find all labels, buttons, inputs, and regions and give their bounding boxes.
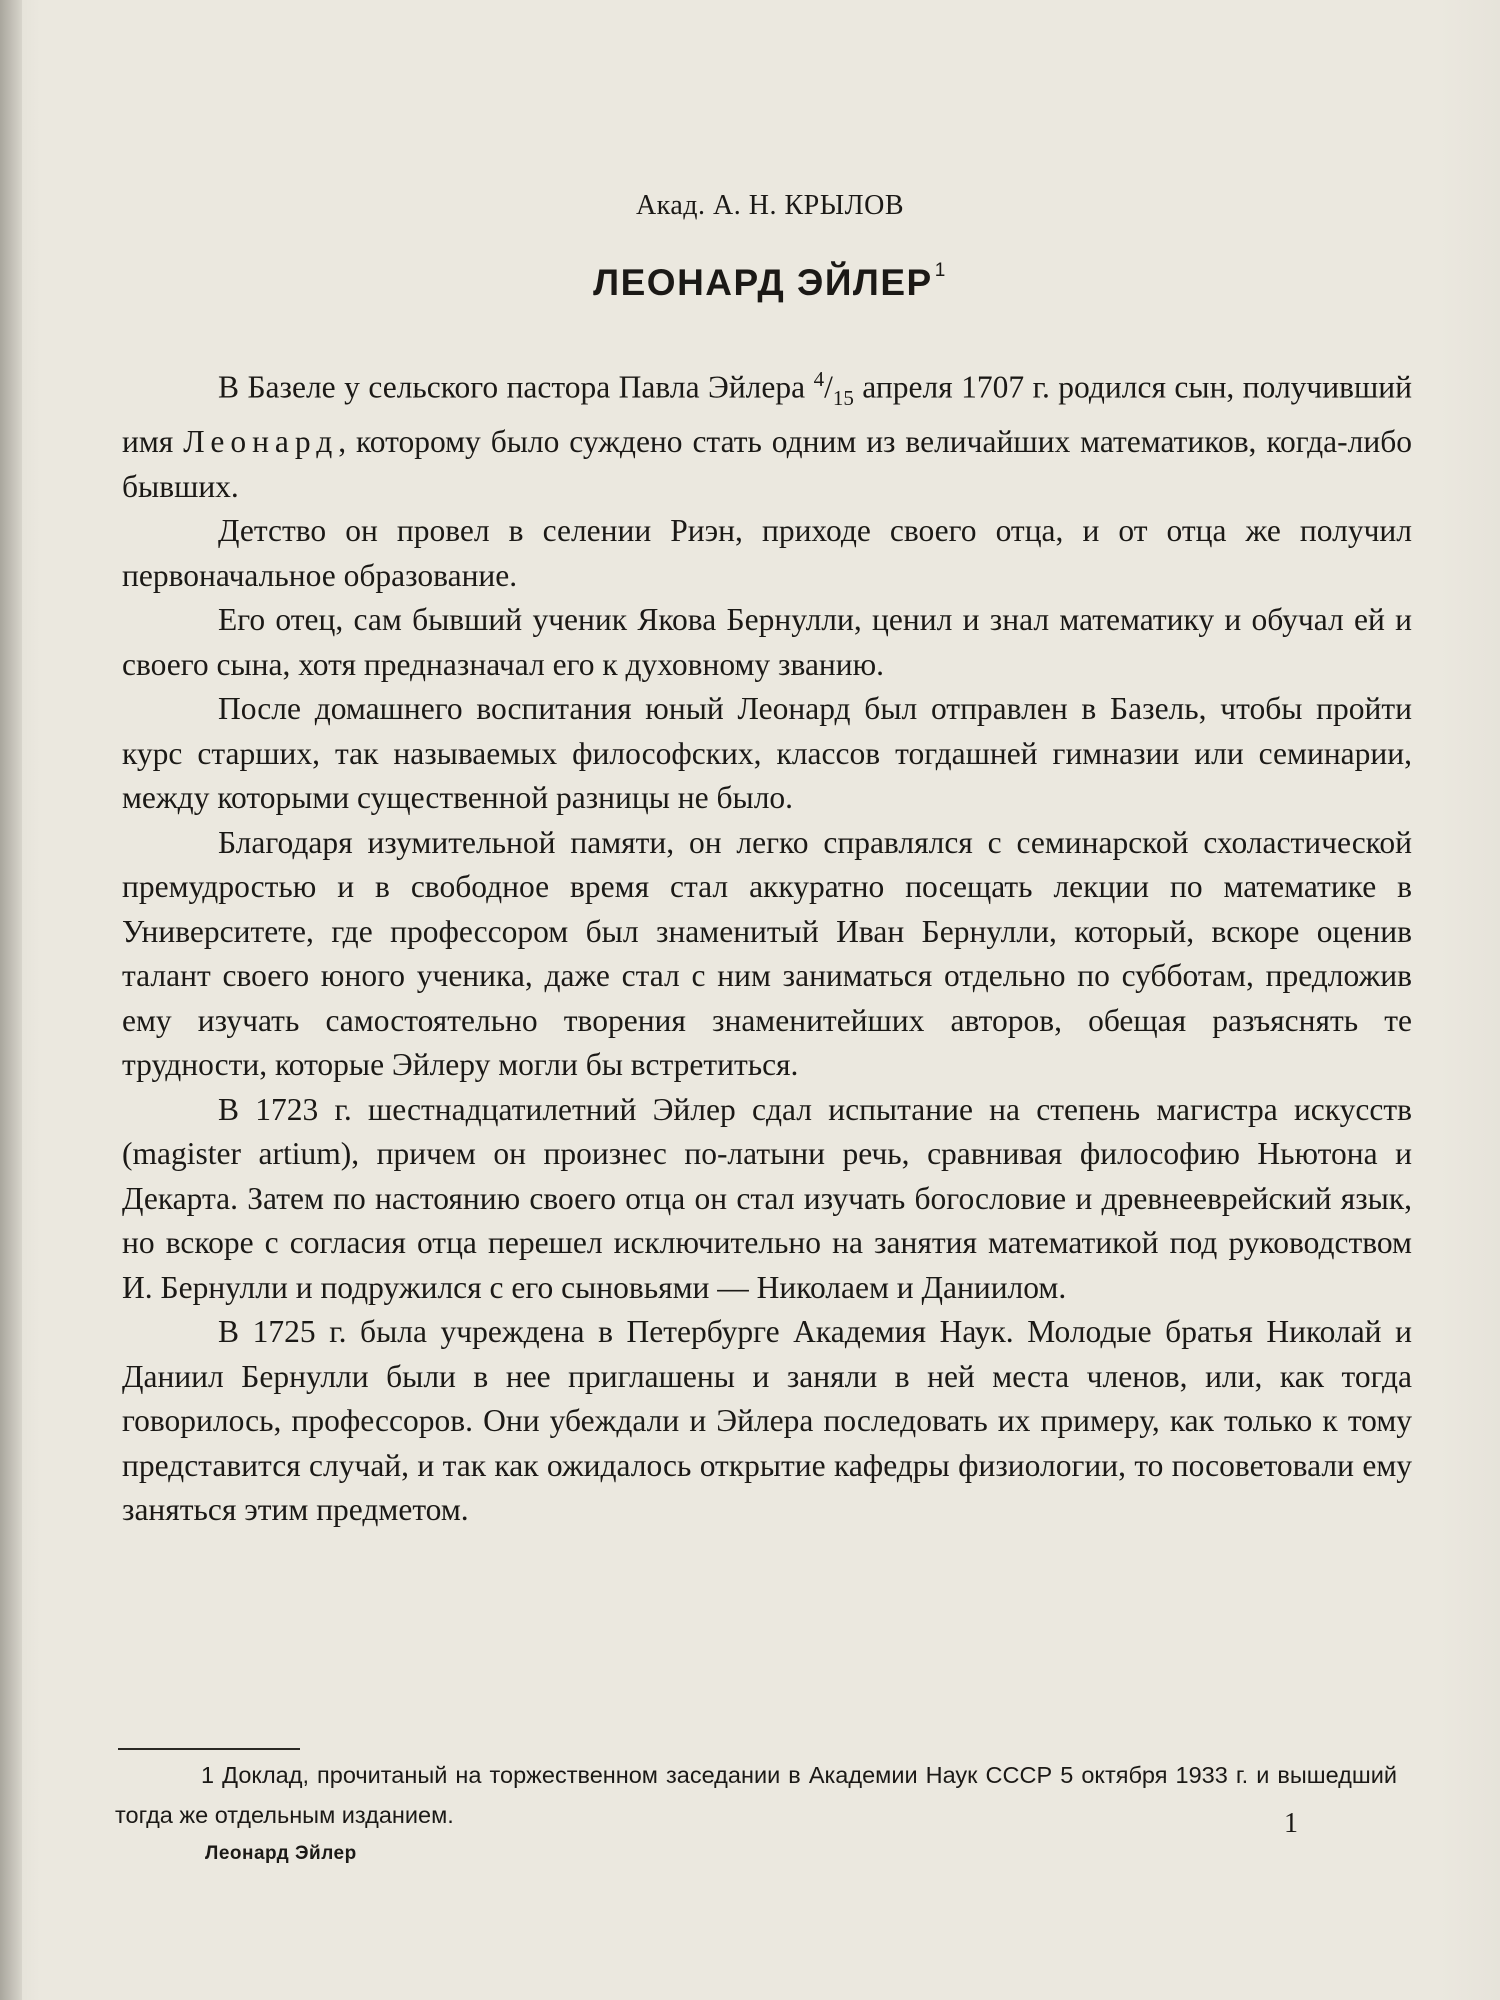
- paragraph-1: [122, 357, 1412, 509]
- footnote: [115, 1755, 1397, 1835]
- footnote-text: Доклад, прочитаный на торжественном заседании в Академии Наук СССР 5 октября 1933 г. и вышедший тогда же отдельным изданием.: [115, 1762, 1397, 1828]
- paragraph-6: В 1723 г. шестнадцатилетний Эйлер сдал испытание на степень магистра искусств (magister artium), причем он произнес по-латыни речь, сравнивая философию Ньютона и Декарта. Затем по настоянию своего отца он стал изучать богословие и древнееврейский язык, но вскоре с согласия отца перешел исключительно на занятия математикой под руководством И. Бернулли и подружился с его сыновьями — Николаем и Даниилом.: [122, 1091, 1412, 1305]
- paragraph-1-part-3: , которому было суждено стать одним из величайших математиков, когда-либо бывших.: [122, 424, 1412, 504]
- paragraph-1-part-2: апреля 1707 г. родился сын, получивший имя: [122, 369, 1412, 460]
- article-body: [122, 357, 1412, 1533]
- author-line: Акад. А. Н. КРЫЛОВ: [635, 190, 905, 221]
- date-slash: /: [824, 369, 833, 405]
- date-numerator: 4: [813, 367, 825, 391]
- footnote-mark: 1: [201, 1762, 215, 1788]
- paragraph-7: В 1725 г. была учреждена в Петербурге Академия Наук. Молодые братья Николай и Даниил Бернулли были в нее приглашены и заняли в ней места членов, или, как тогда говорилось, профессоров. Они убеждали и Эйлера последовать их примеру, как только к тому представится случай, и так как ожидалось открытие кафедры физиологии, то посоветовали ему заняться этим предметом.: [122, 1314, 1412, 1528]
- page-number: 1: [1284, 1808, 1298, 1839]
- paragraph-1-part-1: В Базеле у сельского пастора Павла Эйлера: [218, 369, 814, 405]
- page-title: [0, 262, 1500, 304]
- paragraph-2: Детство он провел в селении Риэн, приходе своего отца, и от отца же получил первоначальное образование.: [122, 513, 1412, 593]
- paragraph-4: После домашнего воспитания юный Леонард был отправлен в Базель, чтобы пройти курс старших, так называемых философских, классов тогдашней гимназии или семинарии, между которыми существенной разницы не было.: [122, 691, 1412, 816]
- footnote-divider: [118, 1748, 300, 1750]
- spaced-name-leonard: Леонард: [183, 424, 339, 460]
- date-denominator: 15: [832, 385, 854, 410]
- paragraph-3: Его отец, сам бывший ученик Якова Бернулли, ценил и знал математику и обучал ей и своего сына, хотя предназначал его к духовному званию.: [122, 602, 1412, 682]
- title-text: ЛЕОНАРД ЭЙЛЕР: [593, 262, 933, 303]
- title-footnote-mark: 1: [934, 260, 947, 281]
- running-title: Леонард Эйлер: [205, 1843, 357, 1864]
- paragraph-5: Благодаря изумительной памяти, он легко справлялся с семинарской схоластической премудростью и в свободное время стал аккуратно посещать лекции по математике в Университете, где профессором был знаменитый Иван Бернулли, который, вскоре оценив талант своего юного ученика, даже стал с ним заниматься отдельно по субботам, предложив ему изучать самостоятельно творения знаменитейших авторов, обещая разъяснять те трудности, которые Эйлеру могли бы встретиться.: [122, 824, 1412, 1083]
